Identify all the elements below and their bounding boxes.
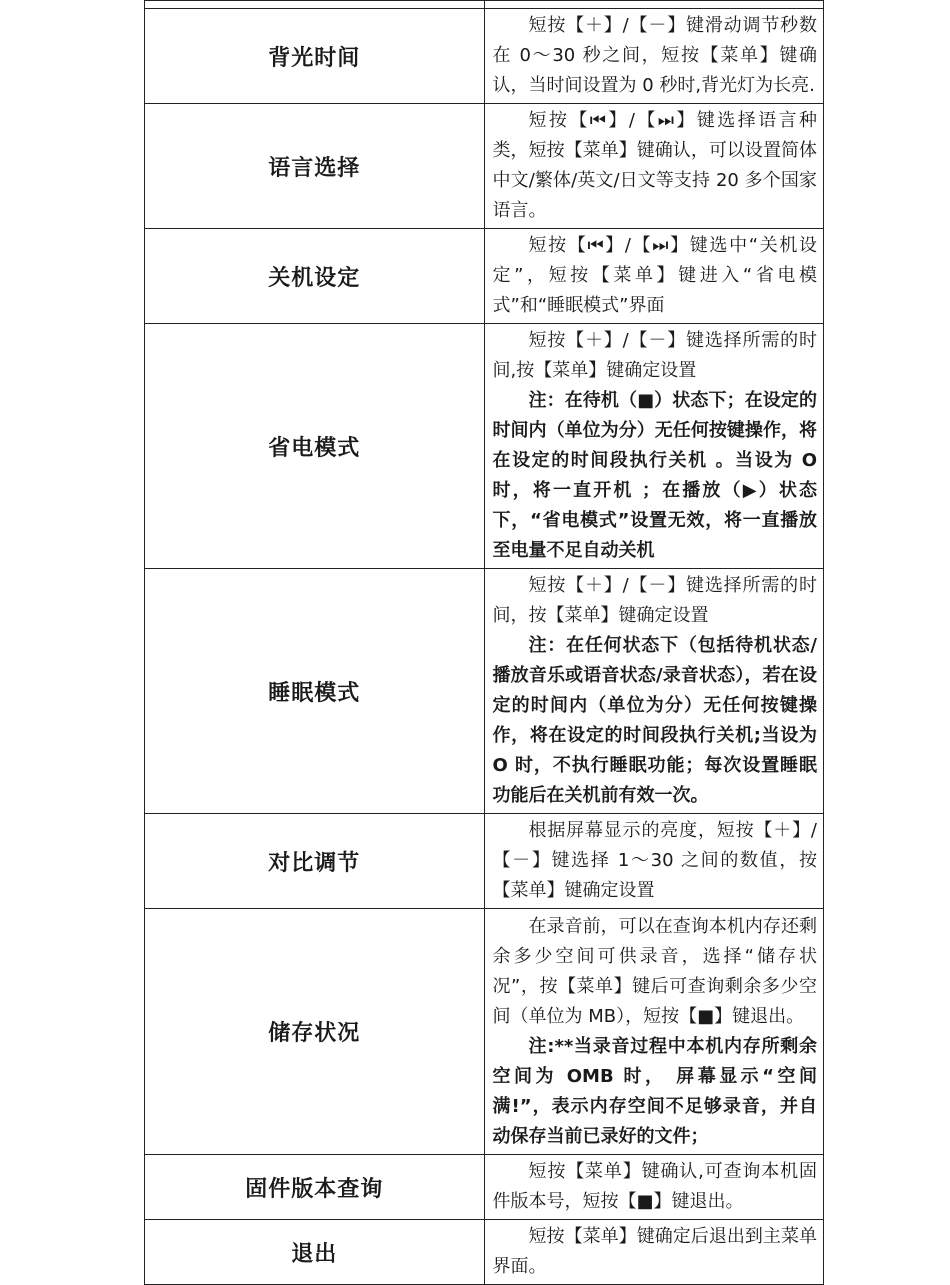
setting-description: [484, 104, 824, 229]
description-paragraph: 短按【⏮】/【⏭】键选中“关机设定”，短按【菜单】键进入“省电模式”和“睡眠模式”界面: [492, 235, 817, 316]
setting-name: 关机设定: [145, 229, 485, 324]
table-row: [145, 569, 824, 814]
table-row-top-cut: [145, 1, 824, 9]
setting-description: [484, 909, 824, 1155]
setting-description: [484, 814, 824, 909]
table-row: [145, 9, 824, 104]
table-row: [145, 229, 824, 324]
table-cell-empty: [145, 1, 485, 9]
setting-description: [484, 324, 824, 569]
setting-name: 睡眠模式: [145, 569, 485, 814]
setting-name: 固件版本查询: [145, 1155, 485, 1220]
table-row: [145, 814, 824, 909]
table-row: [145, 104, 824, 229]
table-row: [145, 324, 824, 569]
menu-settings-table: [144, 0, 824, 1285]
description-note: 注：在待机（■）状态下；在设定的时间内（单位为分）无任何按键操作，将在设定的时间段执行关机 。当设为 O 时，将一直开机 ；在播放（▶）状态下，“省电模式”设置无效，将一直播放至电量不足自动关机: [492, 390, 817, 561]
description-paragraph: 短按【＋】/【－】键选择所需的时间，按【菜单】键确定设置: [492, 575, 817, 626]
description-paragraph: 根据屏幕显示的亮度，短按【＋】/【－】键选择 1～30 之间的数值，按【菜单】键确定设置: [492, 820, 817, 901]
setting-description: [484, 1155, 824, 1220]
setting-description: [484, 229, 824, 324]
description-paragraph: 短按【菜单】键确认,可查询本机固件版本号，短按【■】键退出。: [492, 1161, 817, 1212]
setting-description: [484, 1220, 824, 1285]
setting-name: 储存状况: [145, 909, 485, 1155]
description-paragraph: 短按【⏮】/【⏭】键选择语言种类，短按【菜单】键确认，可以设置简体中文/繁体/英文/日文等支持 20 多个国家语言。: [492, 110, 817, 221]
setting-name: 省电模式: [145, 324, 485, 569]
description-note: 注：在任何状态下（包括待机状态/播放音乐或语音状态/录音状态），若在设定的时间内（单位为分）无任何按键操作，将在设定的时间段执行关机;当设为 O 时，不执行睡眠功能；每次设置睡眠功能后在关机前有效一次。: [492, 635, 817, 806]
setting-name: 退出: [145, 1220, 485, 1285]
setting-name: 语言选择: [145, 104, 485, 229]
setting-name: 对比调节: [145, 814, 485, 909]
description-paragraph: 短按【＋】/【－】键滑动调节秒数在 0～30 秒之间，短按【菜单】键确认，当时间设置为 0 秒时,背光灯为长亮.: [492, 15, 817, 96]
table-row: [145, 1220, 824, 1285]
description-paragraph: 短按【＋】/【－】键选择所需的时间,按【菜单】键确定设置: [492, 330, 817, 381]
table-row: [145, 909, 824, 1155]
description-note: 注:**当录音过程中本机内存所剩余空间为 OMB 时， 屏幕显示“空间满!”，表示内存空间不足够录音，并自动保存当前已录好的文件；: [492, 1035, 817, 1147]
setting-description: [484, 569, 824, 814]
description-paragraph: 短按【菜单】键确定后退出到主菜单界面。: [492, 1226, 817, 1277]
setting-name: 背光时间: [145, 9, 485, 104]
table-row: [145, 1155, 824, 1220]
setting-description: [484, 9, 824, 104]
description-paragraph: 在录音前，可以在查询本机内存还剩余多少空间可供录音，选择“储存状况”，按【菜单】键后可查询剩余多少空间（单位为 MB），短按【■】键退出。: [492, 915, 817, 1027]
table-cell-empty: [484, 1, 824, 9]
table-body: [145, 1, 824, 1285]
